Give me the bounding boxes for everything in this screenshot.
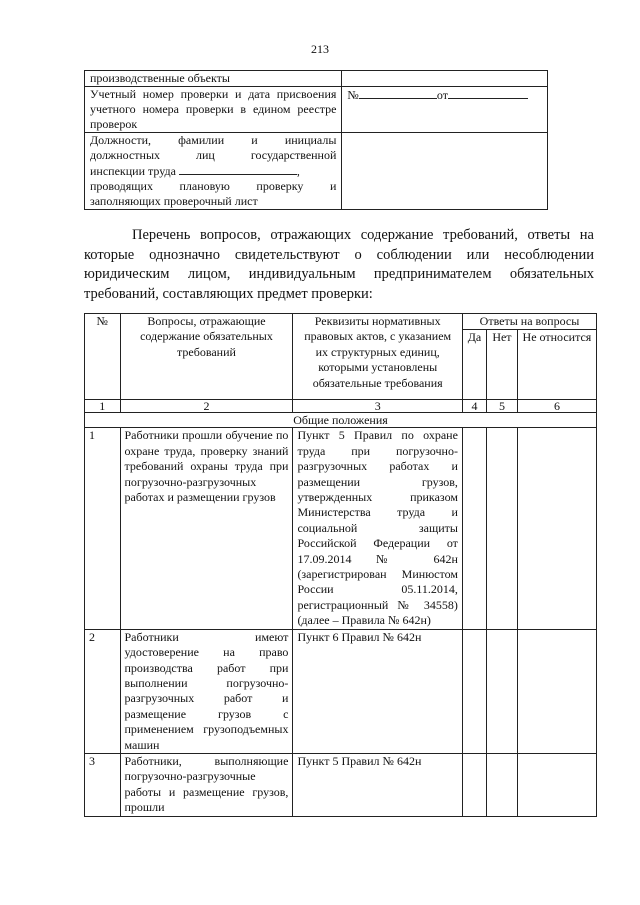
section-title: Общие положения: [85, 413, 597, 428]
info-label: производственные объекты: [85, 71, 342, 87]
inspector-blank-line: [179, 163, 297, 175]
row-question: Работники прошли обучение по охране труда, проверку знаний требований охраны труда при погрузочно-разгрузочных работах и размещении грузов: [120, 428, 293, 629]
header-yes: Да: [462, 330, 486, 400]
intro-paragraph: Перечень вопросов, отражающих содержание требований, ответы на которые однозначно свидетельствуют о соблюдении или несоблюдении юридическим лицом, индивидуальным предпринимателем обязательных требований, составляющих предмет проверки:: [84, 227, 594, 302]
info-value: [342, 133, 548, 210]
label-line: проводящих плановую проверку и: [90, 179, 337, 193]
info-row: [85, 133, 548, 210]
inspection-info-table: [84, 70, 548, 210]
row-requisites: Пункт 5 Правил по охране труда при погрузочно-разгрузочных работах и размещении грузов, утвержденных приказом Министерства труда и социальной защиты Российской Федерации от 17.09.2014 № 642н (зарегистрирован Минюстом России 05.11.2014, регистрационный № 34558) (далее – Правила № 642н): [293, 428, 463, 629]
label-line: должностных лиц государственной: [90, 148, 337, 162]
number-sign: №: [347, 88, 359, 102]
row-requisites: Пункт 5 Правил № 642н: [293, 753, 463, 816]
header-answers: Ответы на вопросы: [462, 314, 596, 330]
row-number: 2: [85, 629, 121, 753]
column-number-row: [85, 400, 597, 413]
info-label: Учетный номер проверки и дата присвоения учетного номера проверки в едином реестре проверок: [85, 87, 342, 133]
label-line: заполняющих проверочный лист: [90, 194, 258, 208]
column-number: 3: [293, 400, 463, 413]
info-value: [342, 87, 548, 133]
column-number: 2: [120, 400, 293, 413]
answer-no-cell[interactable]: [486, 753, 517, 816]
answer-no-cell[interactable]: [486, 428, 517, 629]
info-label: [85, 133, 342, 210]
table-row: [85, 629, 597, 753]
info-row: [85, 71, 548, 87]
header-no: Нет: [486, 330, 517, 400]
date-prefix: от: [436, 88, 448, 102]
label-line-text: инспекции труда: [90, 164, 176, 178]
label-line: [90, 163, 336, 179]
info-value: [342, 71, 548, 87]
column-number: 4: [462, 400, 486, 413]
answer-na-cell[interactable]: [517, 629, 596, 753]
answer-na-cell[interactable]: [517, 753, 596, 816]
header-requisites: Реквизиты нормативных правовых актов, с указанием их структурных единиц, которыми установлены обязательные требования: [293, 314, 463, 400]
row-number: 3: [85, 753, 121, 816]
column-number: 6: [517, 400, 596, 413]
answer-yes-cell[interactable]: [462, 629, 486, 753]
header-num: №: [85, 314, 121, 400]
row-question: Работники имеют удостоверение на право производства работ при выполнении погрузочно-разгрузочных работ и размещение грузов с применением грузоподъемных машин: [120, 629, 293, 753]
label-line: Должности, фамилии и инициалы: [90, 133, 337, 147]
label-comma: ,: [296, 164, 300, 178]
answer-no-cell[interactable]: [486, 629, 517, 753]
answer-na-cell[interactable]: [517, 428, 596, 629]
table-row: [85, 428, 597, 629]
info-row: [85, 87, 548, 133]
table-row: [85, 753, 597, 816]
checklist-table: [84, 313, 597, 817]
header-row: [85, 314, 597, 330]
row-question: Работники, выполняющие погрузочно-разгрузочные работы и размещение грузов, прошли: [120, 753, 293, 816]
column-number: 5: [486, 400, 517, 413]
row-requisites: Пункт 6 Правил № 642н: [293, 629, 463, 753]
header-question: Вопросы, отражающие содержание обязательных требований: [120, 314, 293, 400]
section-row: [85, 413, 597, 428]
page-number: 213: [311, 42, 329, 56]
row-number: 1: [85, 428, 121, 629]
date-blank-line: [448, 87, 528, 99]
column-number: 1: [85, 400, 121, 413]
header-na: Не относится: [517, 330, 596, 400]
number-blank-line: [359, 87, 437, 99]
answer-yes-cell[interactable]: [462, 428, 486, 629]
answer-yes-cell[interactable]: [462, 753, 486, 816]
